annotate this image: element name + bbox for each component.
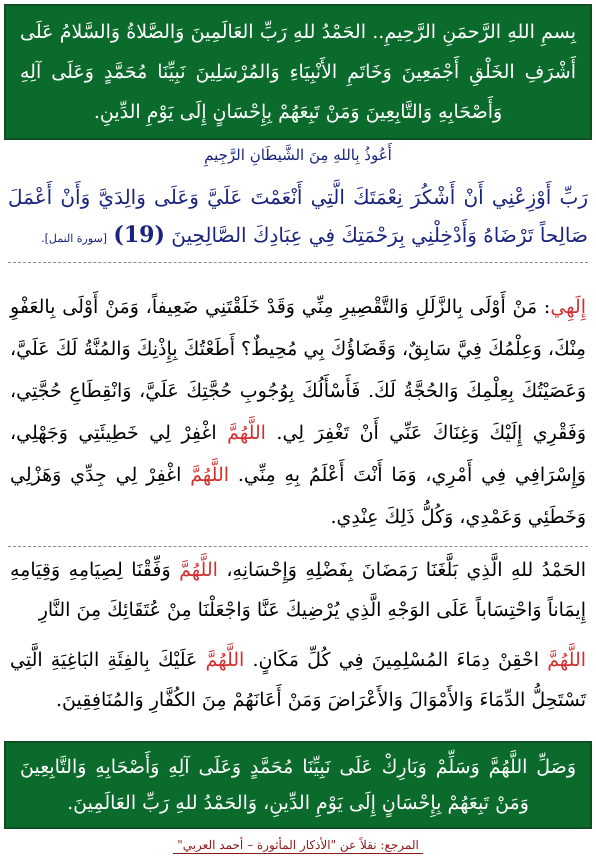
source-citation [0,838,596,854]
rabbi-text-2: عَلَيْكَ بِالفِئَةِ البَاغِيَةِ الَّتِي تَسْتَحِلُّ الدِّمَاءَ وَالأَمْوَالَ وَالأَعْرَاضَ وَمَنْ أَعَانَهُمْ مِنَ الكُفَّارِ وَالمُنَافِقِينَ. [10,649,586,711]
ilahi-text-1: : مَنْ أَوْلَى بِالزَّلَلِ وَالتَّقْصِيرِ مِنِّي وَقَدْ خَلَقْتَنِي ضَعِيفاً، وَمَنْ أَوْلَى بِالعَفْوِ مِنْكَ، وَعِلْمُكَ فِيَّ سَابِقٌ، وَقَضَاؤُكَ بِي مُحِيطٌ؟ أَطَعْتُكَ بِإِذْنِكَ وَالمُنَّةُ لَكَ عَلَيَّ، وَعَصَيْتُكَ بِعِلْمِكَ وَالحُجَّةُ لَكَ. فَأَسْأَلُكَ بِوُجُوبِ حُجَّتِكَ عَلَيَّ، وَانْقِطَاعِ حُجَّتِي، وَفَقْرِي إِلَيْكَ وَغِنَاكَ عَنِّي أَنْ تَغْفِرَ لِي. [10,296,586,444]
verse-number: (19) [113,222,165,248]
ilahi-text-2: اغْفِرْ لِي خَطِيئَتِي وَجَهْلِي، وَإِسْرَافِي فِي أَمْرِي، وَمَا أَنْتَ أَعْلَمُ بِهِ مِنِّي. [10,422,586,486]
rabbi-text-1: احْقِنْ دِمَاءَ المُسْلِمِينَ فِي كُلِّ مَكَانٍ. [244,649,548,671]
allahumma-highlight: اللَّهُمَّ [547,649,587,671]
supplication-ilahi [10,286,586,538]
opening-text: بِسمِ اللهِ الرَّحمَنِ الرَّحِيمِ.. الحَمْدُ للهِ رَبِّ العَالَمِينَ وَالصَّلاةُ وَالسَّلامُ عَلَى أَشْرَفِ الخَلْقِ أَجْمَعِينَ وَخَاتَمِ الأَنْبِيَاءِ وَالمُرْسَلِينَ نَبِيِّنَا مُحَمَّدٍ وَعَلَى آلِهِ وَأَصْحَابِهِ وَالتَّابِعِينَ وَمَنْ تَبِعَهُمْ بِإِحْسَانٍ إِلَى يَوْمِ الدِّينِ. [20,21,576,123]
opening-banner [4,4,592,140]
closing-text: وَصَلِّ اللَّهُمَّ وَسَلِّمْ وَبَارِكْ عَلَى نَبِيِّنَا مُحَمَّدٍ وَعَلَى آلِهِ وَأَصْحَابِهِ وَالتَّابِعِينَ وَمَنْ تَبِعَهُمْ بِإِحْسَانٍ إِلَى يَوْمِ الدِّينِ، وَالحَمْدُ للهِ رَبِّ العَالَمِينَ. [20,756,576,814]
hamd-text-2: وَفِّقْنَا لِصِيَامِهِ وَقِيَامِهِ إِيمَاناً وَاحْتِسَاباً عَلَى الوَجْهِ الَّذِي يُرْضِيكَ عَنَّا وَاجْعَلْنَا مِنْ عُتَقَائِكَ مِنَ النَّارِ [10,559,586,621]
source-text: المرجع: نقلاً عن "الأذكار المأثورة – أحمد العربي" [173,838,423,854]
supplication-ramadan [10,550,586,630]
supplication-muslims [10,640,586,720]
section-divider [8,262,588,263]
hamd-text-1: الحَمْدُ للهِ الَّذِي بَلَّغَنَا رَمَضَانَ بِفَضْلِهِ وَإِحْسَانِهِ، [217,559,586,581]
allahumma-highlight: اللَّهُمَّ [179,559,218,581]
surah-reference: [سورة النمل]. [41,232,108,245]
section-divider [8,546,588,547]
istiadha-line: أَعُوذُ بِاللهِ مِنَ الشَّيطَانِ الرَّجِيمِ [204,146,392,164]
allahumma-highlight: اللَّهُمَّ [205,649,245,671]
quran-verse [8,178,588,258]
allahumma-highlight: اللَّهُمَّ [190,464,230,486]
closing-banner [4,741,592,829]
ilahi-text-3: اغْفِرْ لِي جِدِّي وَهَزْلِي وَخَطَئِي وَعَمْدِي، وَكُلُّ ذَلِكَ عِنْدِي. [10,464,586,528]
verse-text: رَبِّ أَوْزِعْنِي أَنْ أَشْكُرَ نِعْمَتَكَ الَّتِي أَنْعَمْتَ عَلَيَّ وَعَلَى وَالِدَيَّ وَأَنْ أَعْمَلَ صَالِحاً تَرْضَاهُ وَأَدْخِلْنِي بِرَحْمَتِكَ فِي عِبَادِكَ الصَّالِحِينَ [8,185,588,247]
allahumma-highlight: اللَّهُمَّ [227,422,266,444]
ilahi-heading: إِلَهِي [550,296,586,318]
